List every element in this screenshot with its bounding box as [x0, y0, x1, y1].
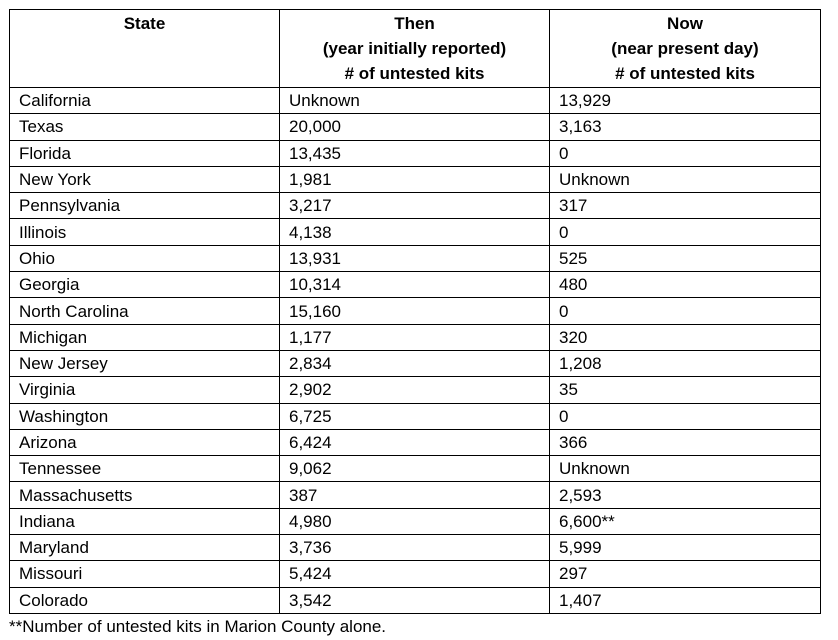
header-then-title: Then — [394, 14, 435, 33]
now-cell: 13,929 — [550, 88, 821, 114]
now-cell: 0 — [550, 298, 821, 324]
table-row — [10, 140, 821, 166]
then-cell: 1,981 — [280, 166, 550, 192]
then-cell: 10,314 — [280, 272, 550, 298]
state-cell: Indiana — [10, 508, 280, 534]
now-cell: 297 — [550, 561, 821, 587]
then-cell: 6,424 — [280, 429, 550, 455]
state-cell: Massachusetts — [10, 482, 280, 508]
state-cell: New Jersey — [10, 350, 280, 376]
untested-kits-table — [9, 9, 821, 614]
table-row — [10, 350, 821, 376]
header-now-subtitle: (near present day) — [611, 39, 759, 58]
kits-table-container — [9, 9, 821, 614]
footnote: **Number of untested kits in Marion County alone. — [9, 617, 387, 636]
table-row — [10, 272, 821, 298]
then-cell: 4,980 — [280, 508, 550, 534]
table-row — [10, 377, 821, 403]
then-cell: 13,435 — [280, 140, 550, 166]
table-row — [10, 456, 821, 482]
header-now-title: Now — [667, 14, 703, 33]
now-cell: 1,208 — [550, 350, 821, 376]
table-row — [10, 219, 821, 245]
now-cell: 1,407 — [550, 587, 821, 613]
state-cell: Colorado — [10, 587, 280, 613]
then-cell: 13,931 — [280, 245, 550, 271]
table-row — [10, 245, 821, 271]
then-cell: 4,138 — [280, 219, 550, 245]
now-cell: 0 — [550, 140, 821, 166]
header-now — [550, 10, 821, 88]
state-cell: Tennessee — [10, 456, 280, 482]
now-cell: 366 — [550, 429, 821, 455]
then-cell: 5,424 — [280, 561, 550, 587]
then-cell: 387 — [280, 482, 550, 508]
then-cell: 1,177 — [280, 324, 550, 350]
table-row — [10, 166, 821, 192]
now-cell: 35 — [550, 377, 821, 403]
table-row — [10, 429, 821, 455]
now-cell: 3,163 — [550, 114, 821, 140]
now-cell: 6,600** — [550, 508, 821, 534]
state-cell: Georgia — [10, 272, 280, 298]
now-cell: Unknown — [550, 456, 821, 482]
now-cell: 2,593 — [550, 482, 821, 508]
then-cell: 20,000 — [280, 114, 550, 140]
state-cell: Ohio — [10, 245, 280, 271]
table-row — [10, 508, 821, 534]
state-cell: North Carolina — [10, 298, 280, 324]
then-cell: 3,542 — [280, 587, 550, 613]
state-cell: New York — [10, 166, 280, 192]
state-cell: Washington — [10, 403, 280, 429]
table-header — [10, 10, 821, 88]
table-row — [10, 193, 821, 219]
header-then-subtitle: (year initially reported) — [322, 39, 507, 58]
table-row — [10, 587, 821, 613]
state-cell: Maryland — [10, 535, 280, 561]
state-cell: California — [10, 88, 280, 114]
then-cell: 3,217 — [280, 193, 550, 219]
now-cell: 0 — [550, 219, 821, 245]
header-now-unit: # of untested kits — [615, 64, 755, 83]
header-then-unit: # of untested kits — [344, 64, 485, 83]
state-cell: Arizona — [10, 429, 280, 455]
now-cell: Unknown — [550, 166, 821, 192]
table-row — [10, 88, 821, 114]
now-cell: 525 — [550, 245, 821, 271]
table-row — [10, 324, 821, 350]
now-cell: 0 — [550, 403, 821, 429]
state-cell: Pennsylvania — [10, 193, 280, 219]
now-cell: 317 — [550, 193, 821, 219]
header-row — [10, 10, 821, 88]
then-cell: 6,725 — [280, 403, 550, 429]
then-cell: 15,160 — [280, 298, 550, 324]
state-cell: Missouri — [10, 561, 280, 587]
now-cell: 5,999 — [550, 535, 821, 561]
then-cell: 3,736 — [280, 535, 550, 561]
then-cell: 2,902 — [280, 377, 550, 403]
header-then — [280, 10, 550, 88]
table-row — [10, 114, 821, 140]
table-body — [10, 88, 821, 614]
table-row — [10, 561, 821, 587]
table-row — [10, 482, 821, 508]
then-cell: 2,834 — [280, 350, 550, 376]
then-cell: 9,062 — [280, 456, 550, 482]
header-state — [10, 10, 280, 88]
now-cell: 320 — [550, 324, 821, 350]
state-cell: Virginia — [10, 377, 280, 403]
state-cell: Texas — [10, 114, 280, 140]
state-cell: Florida — [10, 140, 280, 166]
table-row — [10, 298, 821, 324]
header-state-line: State — [123, 14, 166, 33]
table-row — [10, 403, 821, 429]
state-cell: Illinois — [10, 219, 280, 245]
state-cell: Michigan — [10, 324, 280, 350]
now-cell: 480 — [550, 272, 821, 298]
then-cell: Unknown — [280, 88, 550, 114]
table-row — [10, 535, 821, 561]
